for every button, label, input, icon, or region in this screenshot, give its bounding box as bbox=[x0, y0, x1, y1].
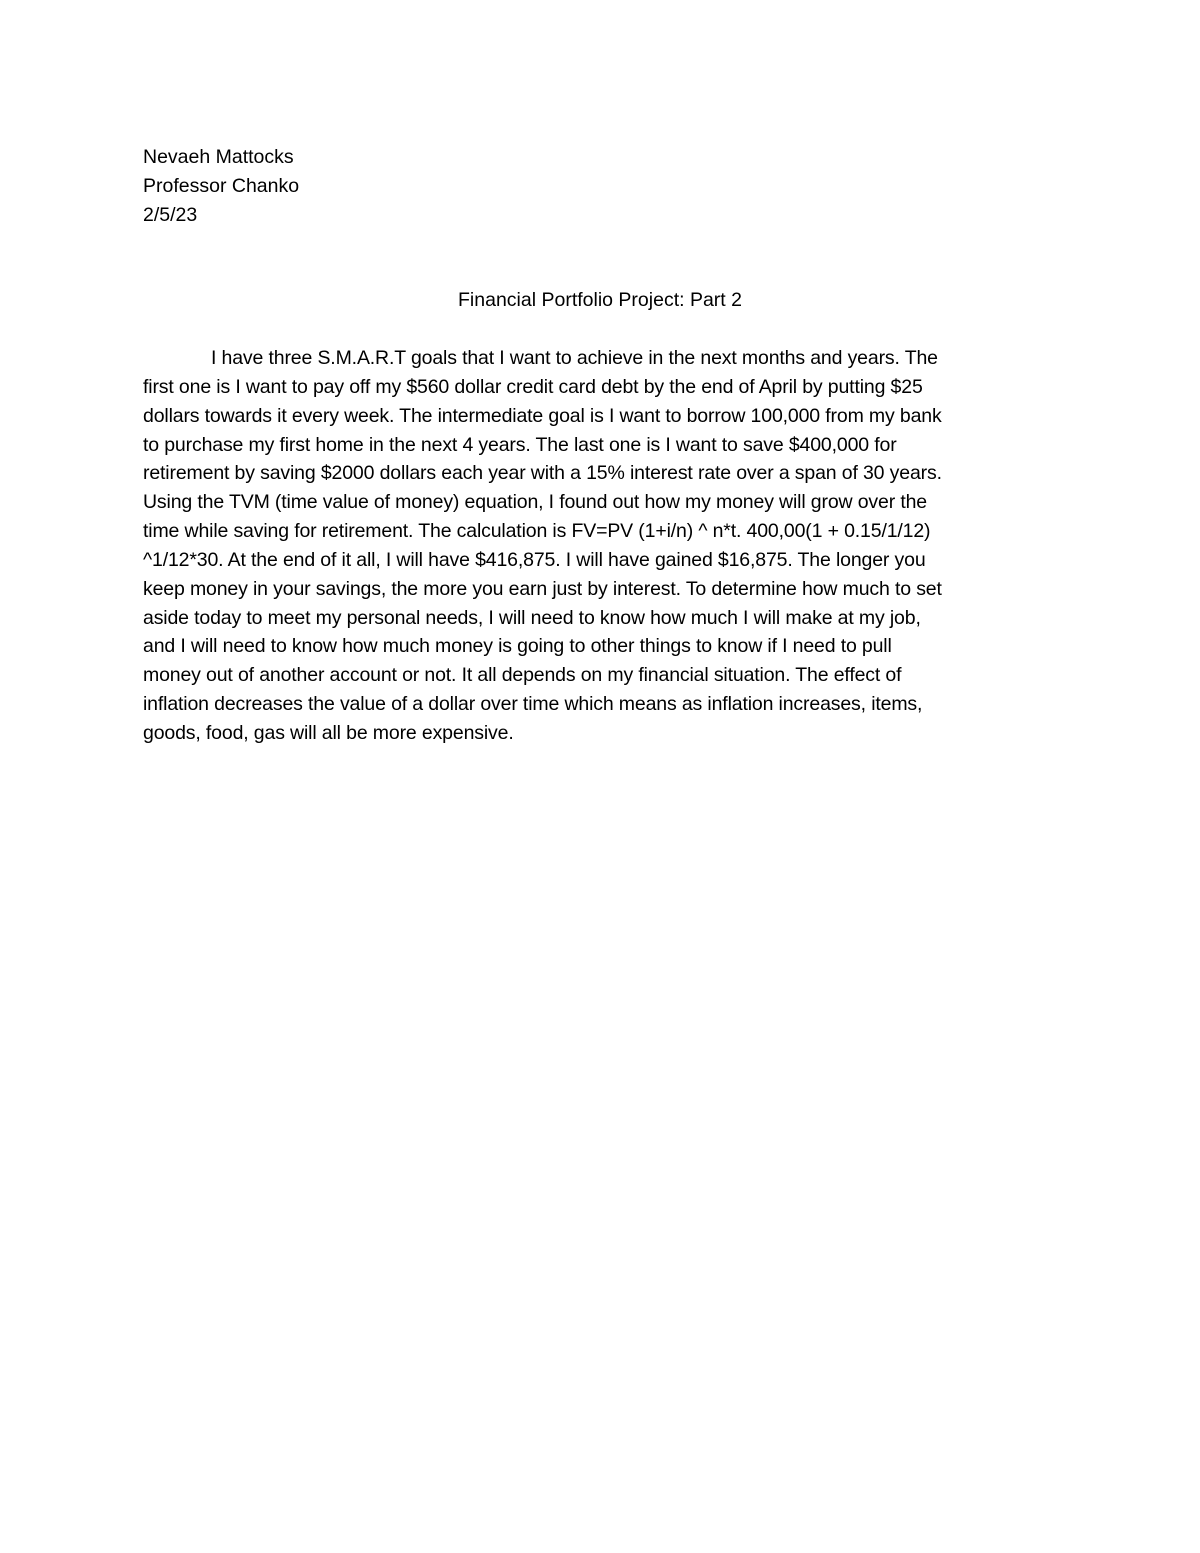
paragraph-line: and I will need to know how much money is going to other things to know if I need to pull bbox=[143, 635, 892, 658]
paragraph-line: ^1/12*30. At the end of it all, I will have $416,875. I will have gained $16,875. The longer you bbox=[143, 548, 926, 571]
paragraph-line: time while saving for retirement. The calculation is FV=PV (1+i/n) ^ n*t. 400,00(1 + 0.15/1/12) bbox=[143, 520, 931, 543]
author-name: Nevaeh Mattocks bbox=[143, 146, 294, 168]
professor-name: Professor Chanko bbox=[143, 175, 300, 197]
paragraph-line: keep money in your savings, the more you earn just by interest. To determine how much to set bbox=[143, 577, 942, 600]
document-title: Financial Portfolio Project: Part 2 bbox=[458, 289, 742, 311]
paragraph-line: retirement by saving $2000 dollars each year with a 15% interest rate over a span of 30 years. bbox=[143, 462, 942, 485]
paragraph-line: money out of another account or not. It all depends on my financial situation. The effect of bbox=[143, 664, 902, 687]
paragraph-line: I have three S.M.A.R.T goals that I want to achieve in the next months and years. The bbox=[211, 347, 938, 369]
document-date: 2/5/23 bbox=[143, 204, 198, 226]
paragraph-line: aside today to meet my personal needs, I will need to know how much I will make at my job, bbox=[143, 606, 921, 629]
paragraph-line: first one is I want to pay off my $560 dollar credit card debt by the end of April by putting $25 bbox=[143, 375, 923, 398]
body-paragraph bbox=[143, 344, 1058, 748]
paragraph-line: dollars towards it every week. The intermediate goal is I want to borrow 100,000 from my bank bbox=[143, 404, 942, 427]
paragraph-line: goods, food, gas will all be more expensive. bbox=[143, 721, 514, 744]
paragraph-line: inflation decreases the value of a dollar over time which means as inflation increases, items, bbox=[143, 693, 923, 716]
paragraph-line: to purchase my first home in the next 4 years. The last one is I want to save $400,000 for bbox=[143, 433, 897, 456]
document-header bbox=[143, 143, 299, 230]
paragraph-line: Using the TVM (time value of money) equation, I found out how my money will grow over the bbox=[143, 491, 927, 514]
